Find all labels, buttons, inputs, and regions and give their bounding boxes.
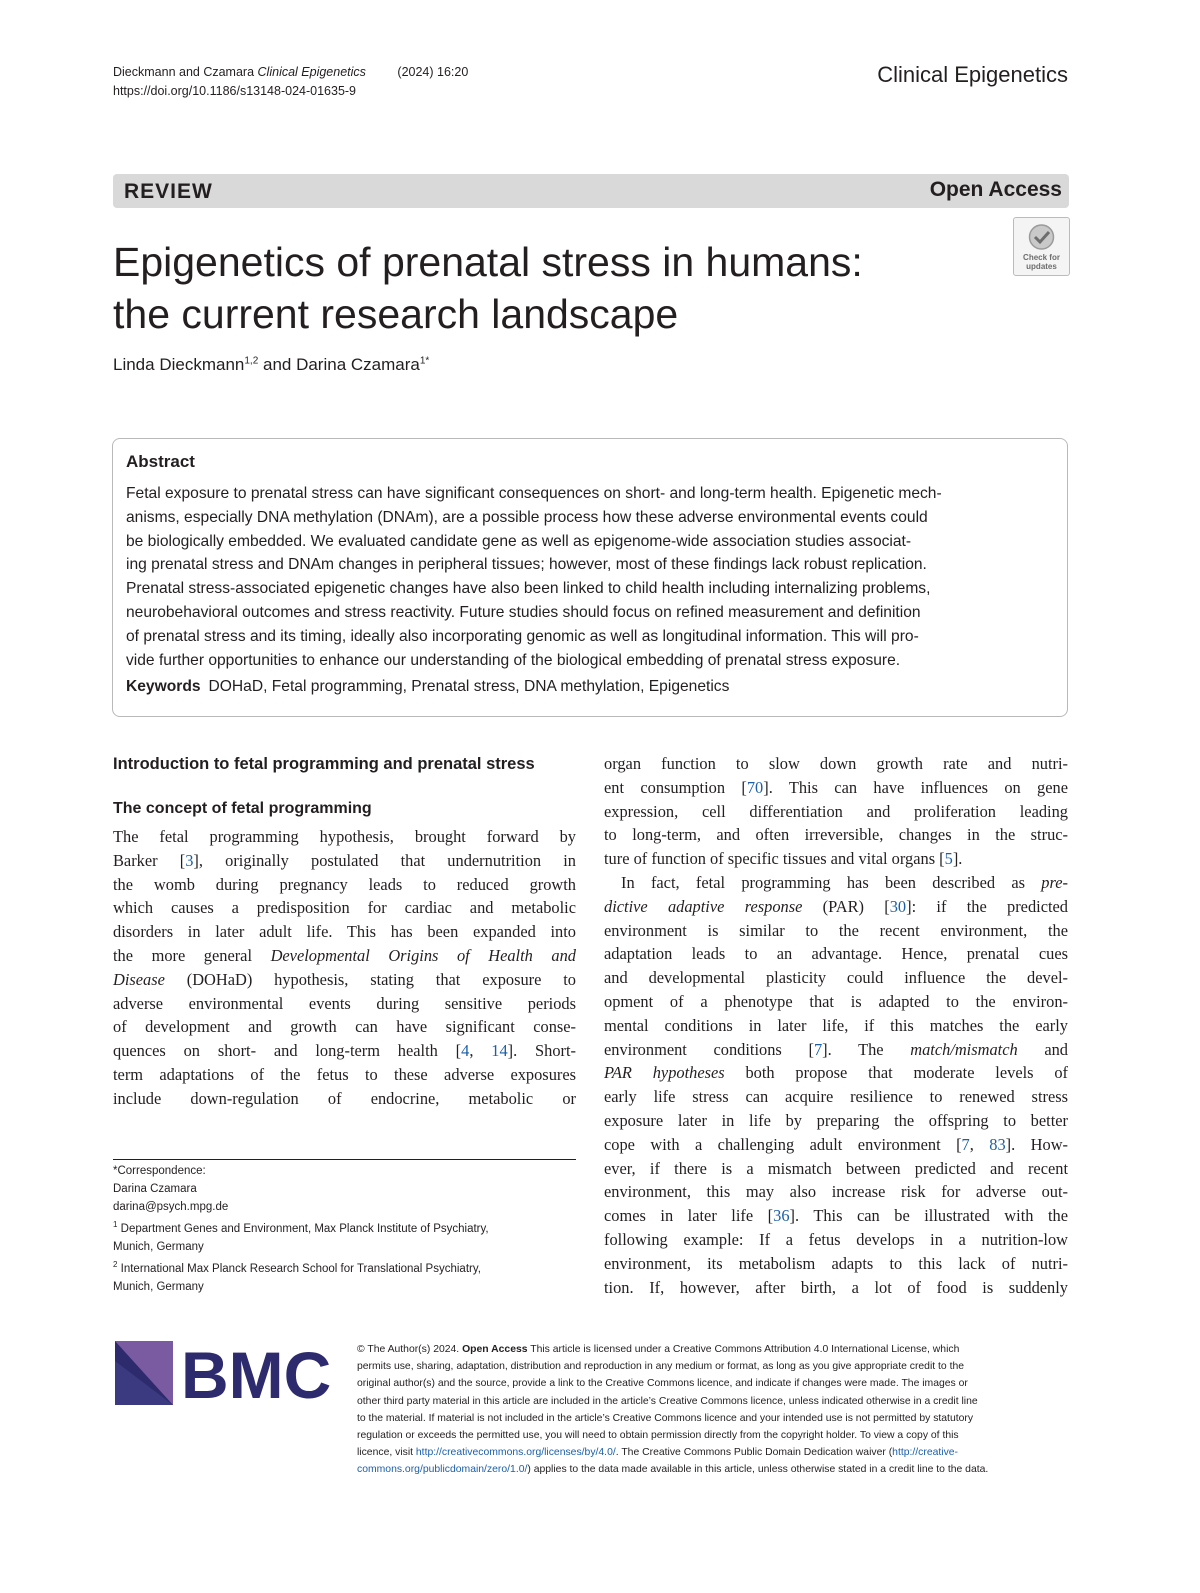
header-doi[interactable]: https://doi.org/10.1186/s13148-024-01635-9 <box>113 84 357 98</box>
author-joiner: and <box>258 355 297 374</box>
text-run: (PAR) [ <box>802 896 890 916</box>
author-name[interactable]: Darina Czamara <box>296 355 420 374</box>
text-line <box>604 1133 1068 1157</box>
citation-link[interactable]: 5 <box>944 849 953 869</box>
text-run: ture of function of specific tissues and vital organs [ <box>604 849 945 869</box>
affiliation-text: Department Genes and Environment, Max Planck Institute of Psychiatry, <box>117 1222 489 1235</box>
text-line: organ function to slow down growth rate and nutri- <box>604 754 1068 773</box>
author-name[interactable]: Linda Dieckmann <box>113 355 245 374</box>
text-line: adverse environmental events during sensitive periods <box>113 993 576 1013</box>
text-line: include down-regulation of endocrine, metabolic or <box>113 1088 576 1108</box>
abstract-line: Fetal exposure to prenatal stress can have significant consequences on short- and long-term health. Epigenetic mech- <box>126 485 942 502</box>
italic-run: PAR hypotheses <box>604 1063 725 1083</box>
text-line: exposure later in life by preparing the offspring to better <box>604 1110 1068 1130</box>
citation-link[interactable]: 4 <box>461 1041 470 1061</box>
citation-link[interactable]: 3 <box>185 850 194 870</box>
license-line <box>357 1461 1069 1478</box>
citation-link[interactable]: 7 <box>813 1039 823 1059</box>
text-run: ]: if the predicted <box>906 896 1069 916</box>
abstract-line: be biologically embedded. We evaluated candidate gene as well as epigenome-wide association studies associat- <box>126 532 912 550</box>
text-line <box>604 871 1068 895</box>
article-type-bar <box>113 174 1069 208</box>
text-run: ) applies to the data made available in this article, unless otherwise stated in a credit line to the data. <box>527 1464 989 1476</box>
footnote-divider <box>113 1159 576 1160</box>
italic-run: Developmental Origins of Health and <box>270 945 576 965</box>
citation-link[interactable]: 7 <box>961 1134 970 1154</box>
text-line: opment of a phenotype that is adapted to the environ- <box>604 991 1068 1011</box>
text-run: © The Author(s) 2024. <box>357 1344 463 1355</box>
svg-text:updates: updates <box>1026 262 1057 271</box>
section-heading: Introduction to fetal programming and prenatal stress <box>113 755 535 773</box>
text-line: term adaptations of the fetus to these adverse exposures <box>113 1064 576 1084</box>
running-header <box>113 63 468 81</box>
correspondence-name: Darina Czamara <box>113 1183 197 1195</box>
text-run: (DOHaD) hypothesis, stating that exposure to <box>164 969 576 989</box>
text-line: ever, if there is a mismatch between predicted and recent <box>604 1158 1068 1178</box>
open-access-bold: Open Access <box>462 1344 528 1355</box>
text-line <box>604 847 1068 871</box>
left-column <box>113 825 576 1111</box>
text-run: , <box>969 1134 990 1154</box>
italic-run: Disease <box>113 969 165 989</box>
license-line: original author(s) and the source, provide a link to the Creative Commons licence, and indicate if changes were made. The images or <box>357 1378 968 1390</box>
license-line: to the material. If material is not included in the article’s Creative Commons licence and your intended use is not permitted by statutory <box>357 1412 974 1424</box>
citation-link[interactable]: 36 <box>773 1206 790 1226</box>
check-updates-icon <box>1014 218 1069 275</box>
license-link[interactable]: http://creativecommons.org/licenses/by/4.0/ <box>415 1447 616 1459</box>
article-title <box>113 236 973 340</box>
abstract-heading: Abstract <box>126 452 195 471</box>
citation-link[interactable]: 14 <box>491 1041 508 1061</box>
abstract-line: ing prenatal stress and DNAm changes in peripheral tissues; however, most of these findings lack robust replication. <box>126 556 927 574</box>
text-run: ]. How- <box>1005 1134 1068 1154</box>
text-line: of development and growth can have significant conse- <box>113 1017 576 1037</box>
italic-run: match/mismatch <box>910 1039 1018 1059</box>
author-affiliation: 1,2 <box>244 355 259 367</box>
abstract-line: of prenatal stress and its timing, ideally also incorporating genomic as well as longitudinal information. This will pro- <box>126 627 919 645</box>
subsection-heading: The concept of fetal programming <box>113 800 372 817</box>
right-column <box>604 752 1068 1299</box>
title-line: the current research landscape <box>113 291 679 337</box>
check-for-updates-badge[interactable] <box>1013 217 1070 276</box>
affiliation-2-city: Munich, Germany <box>113 1280 204 1293</box>
bmc-logo-mark-icon <box>115 1341 330 1405</box>
text-line: environment, this may also increase risk for adverse out- <box>604 1182 1068 1202</box>
correspondence-label: *Correspondence: <box>113 1165 206 1177</box>
text-run: , <box>469 1041 492 1061</box>
affiliation-1-city: Munich, Germany <box>113 1240 204 1253</box>
header-journal: Clinical Epigenetics <box>257 65 366 79</box>
text-run: environment conditions [ <box>604 1039 814 1059</box>
text-line: environment is similar to the recent environment, the <box>604 920 1068 940</box>
text-run: ]. This can have influences on gene <box>763 777 1068 797</box>
license-text <box>357 1341 1069 1479</box>
text-run: cope with a challenging adult environment [ <box>604 1134 962 1154</box>
svg-text:Check for: Check for <box>1023 253 1060 262</box>
affiliation-1 <box>113 1216 576 1238</box>
waiver-link[interactable]: http://creative- <box>892 1447 959 1459</box>
text-line <box>604 1204 1068 1228</box>
bmc-logo-text: BMC <box>181 1341 330 1405</box>
abstract-line: anisms, especially DNA methylation (DNAm), are a possible process how these adverse environmental events could <box>126 508 928 526</box>
text-line: to long-term, and often irreversible, changes in the struc- <box>604 825 1068 845</box>
text-line <box>604 1061 1068 1085</box>
affiliation-number: 2 <box>113 1259 118 1269</box>
text-run: licence, visit <box>357 1447 416 1459</box>
text-run: and <box>1017 1039 1069 1059</box>
text-line: which causes a predisposition for cardiac and metabolic <box>113 898 576 918</box>
text-line: and developmental plasticity could influence the devel- <box>604 968 1068 988</box>
abstract-line: neurobehavioral outcomes and stress reactivity. Future studies should focus on refined measurement and definition <box>126 603 921 621</box>
text-run: both propose that moderate levels of <box>724 1063 1069 1083</box>
text-run: ]. The <box>822 1039 911 1059</box>
license-line: permits use, sharing, adaptation, distribution and reproduction in any medium or format, as long as you give appropriate credit to the <box>357 1361 965 1373</box>
text-run: comes in later life [ <box>604 1206 774 1226</box>
author-list <box>113 355 429 375</box>
affiliation-text: International Max Planck Research School for Translational Psychiatry, <box>117 1262 481 1275</box>
affiliation-number: 1 <box>113 1220 118 1229</box>
text-line <box>113 944 576 968</box>
text-line: adaptation leads to an advantage. Hence, prenatal cues <box>604 944 1068 964</box>
journal-brand: Clinical Epigenetics <box>877 62 1068 87</box>
text-line <box>113 849 576 873</box>
text-line: environment, its metabolism adapts to this lack of nutri- <box>604 1253 1068 1273</box>
text-run: In fact, fetal programming has been described as <box>621 872 1042 892</box>
affiliation-2 <box>113 1256 576 1278</box>
license-line: other third party material in this article are included in the article’s Creative Commons licence, unless indicated otherwise in a credit line <box>357 1395 978 1407</box>
author-affiliation: 1* <box>419 355 430 367</box>
italic-run: dictive adaptive response <box>604 896 803 916</box>
open-access-label: Open Access <box>929 178 1062 201</box>
text-run: ]. This can be illustrated with the <box>789 1206 1068 1226</box>
text-line <box>113 1039 576 1063</box>
text-line: The fetal programming hypothesis, brought forward by <box>113 827 576 846</box>
text-run: . The Creative Commons Public Domain Dedication waiver ( <box>615 1447 893 1459</box>
text-line <box>604 895 1068 919</box>
text-line <box>604 1038 1068 1062</box>
text-run: ]. <box>952 849 963 869</box>
abstract-line: Prenatal stress-associated epigenetic changes have also been linked to child health including internalizing problems, <box>126 580 931 598</box>
text-line: following example: If a fetus develops in a nutrition-low <box>604 1229 1068 1249</box>
license-line <box>357 1444 1069 1461</box>
title-line: Epigenetics of prenatal stress in humans: <box>113 239 863 285</box>
article-type: REVIEW <box>124 180 213 203</box>
license-line <box>357 1341 1069 1358</box>
text-line: early life stress can acquire resilience to renewed stress <box>604 1087 1068 1107</box>
text-run: the more general <box>113 945 271 965</box>
keywords <box>126 678 729 696</box>
italic-run: pre- <box>1041 872 1068 892</box>
abstract-line: vide further opportunities to enhance our understanding of the biological embedding of prenatal stress exposure. <box>126 651 901 669</box>
text-line: mental conditions in later life, if this matches the early <box>604 1015 1068 1035</box>
text-run: This article is licensed under a Creative Commons Attribution 4.0 International License, which <box>527 1344 960 1355</box>
text-run: ]. Short- <box>507 1041 576 1061</box>
citation-link[interactable]: 30 <box>889 896 907 916</box>
header-authors: Dieckmann and Czamara <box>113 65 255 79</box>
text-line: tion. If, however, after birth, a lot of food is suddenly <box>604 1277 1068 1297</box>
text-line: the womb during pregnancy leads to reduced growth <box>113 874 576 894</box>
text-run: ], originally postulated that undernutrition in <box>193 850 576 870</box>
citation-link[interactable]: 83 <box>989 1134 1006 1154</box>
bmc-logo <box>115 1341 330 1405</box>
text-run: ent consumption [ <box>604 777 747 797</box>
text-run: quences on short- and long-term health [ <box>113 1041 462 1061</box>
text-line <box>604 776 1068 800</box>
keywords-label: Keywords <box>126 678 201 695</box>
header-volume: (2024) 16:20 <box>397 65 469 79</box>
footnotes <box>113 1162 576 1296</box>
waiver-link[interactable]: commons.org/publicdomain/zero/1.0/ <box>357 1464 528 1476</box>
abstract-body <box>126 482 1046 672</box>
keywords-list: DOHaD, Fetal programming, Prenatal stress, DNA methylation, Epigenetics <box>208 678 730 695</box>
correspondence-email[interactable]: darina@psych.mpg.de <box>113 1201 229 1213</box>
text-run: Barker [ <box>113 850 186 870</box>
text-line: expression, cell differentiation and proliferation leading <box>604 801 1068 821</box>
license-line: regulation or exceeds the permitted use, you will need to obtain permission directly from the copyright holder. To view a copy of this <box>357 1430 959 1442</box>
citation-link[interactable]: 70 <box>746 777 764 797</box>
text-line: disorders in later adult life. This has been expanded into <box>113 922 576 942</box>
text-line <box>113 968 576 992</box>
